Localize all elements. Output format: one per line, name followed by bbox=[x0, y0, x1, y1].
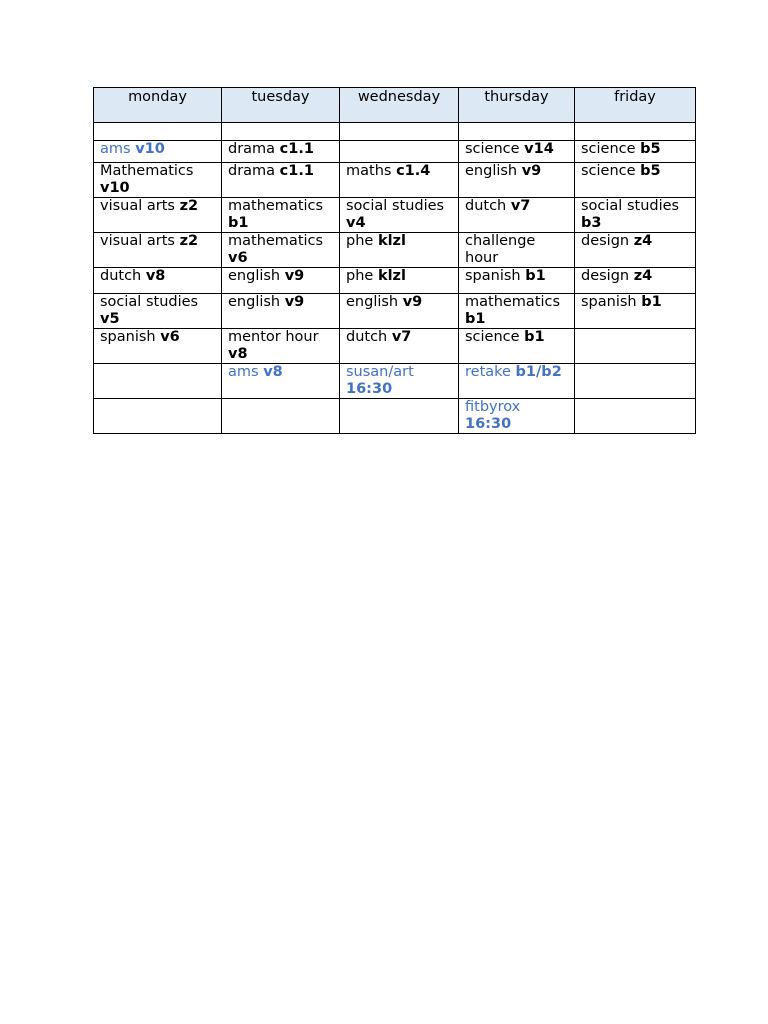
lesson-subject: mathematics bbox=[228, 233, 324, 249]
lesson-cell-tuesday bbox=[222, 294, 340, 329]
lesson-cell-thursday bbox=[459, 198, 575, 233]
lesson-subject: design bbox=[581, 268, 634, 284]
timetable bbox=[93, 87, 696, 434]
lesson-cell-tuesday bbox=[222, 198, 340, 233]
table-row bbox=[94, 399, 696, 434]
lesson-room: z2 bbox=[179, 198, 199, 214]
lesson-subject: phe bbox=[346, 233, 378, 249]
day-header-friday: friday bbox=[575, 88, 696, 123]
lesson-cell-wednesday bbox=[340, 233, 459, 268]
lesson-cell-wednesday bbox=[340, 329, 459, 364]
lesson-cell-wednesday bbox=[340, 141, 459, 163]
header-row bbox=[94, 88, 696, 123]
lesson-room: z4 bbox=[633, 268, 653, 284]
lesson-room: v6 bbox=[228, 250, 248, 266]
lesson-cell-monday bbox=[94, 163, 222, 198]
lesson-subject: science bbox=[465, 329, 525, 345]
lesson-subject: social studies bbox=[100, 294, 199, 310]
lesson-room: b1 bbox=[228, 215, 249, 231]
lesson-cell-friday bbox=[575, 163, 696, 198]
lesson-room: v14 bbox=[524, 141, 554, 157]
lesson-subject: spanish bbox=[581, 294, 642, 310]
lesson-subject: design bbox=[581, 233, 634, 249]
lesson-cell-friday bbox=[575, 198, 696, 233]
lesson-cell-tuesday bbox=[222, 123, 340, 141]
lesson-room: v4 bbox=[346, 215, 366, 231]
lesson-cell-friday bbox=[575, 399, 696, 434]
lesson-subject: phe bbox=[346, 268, 378, 284]
lesson-subject: english bbox=[465, 163, 522, 179]
table-row bbox=[94, 294, 696, 329]
lesson-cell-monday bbox=[94, 268, 222, 294]
lesson-room: c1.1 bbox=[279, 163, 314, 179]
lesson-cell-monday bbox=[94, 141, 222, 163]
lesson-cell-tuesday bbox=[222, 399, 340, 434]
table-row bbox=[94, 163, 696, 198]
lesson-cell-wednesday bbox=[340, 163, 459, 198]
lesson-cell-thursday bbox=[459, 163, 575, 198]
table-row bbox=[94, 233, 696, 268]
lesson-cell-thursday bbox=[459, 233, 575, 268]
lesson-cell-wednesday bbox=[340, 399, 459, 434]
lesson-cell-monday bbox=[94, 329, 222, 364]
lesson-subject: english bbox=[346, 294, 403, 310]
lesson-room: v10 bbox=[135, 141, 165, 157]
lesson-cell-tuesday bbox=[222, 233, 340, 268]
lesson-subject: science bbox=[581, 163, 641, 179]
lesson-cell-monday bbox=[94, 123, 222, 141]
lesson-room: 16:30 bbox=[346, 381, 393, 397]
lesson-cell-thursday bbox=[459, 399, 575, 434]
lesson-subject: spanish bbox=[465, 268, 526, 284]
lesson-room: c1.1 bbox=[279, 141, 314, 157]
lesson-room: klzl bbox=[377, 268, 406, 284]
lesson-cell-monday bbox=[94, 364, 222, 399]
lesson-cell-tuesday bbox=[222, 268, 340, 294]
lesson-cell-monday bbox=[94, 399, 222, 434]
lesson-cell-thursday bbox=[459, 141, 575, 163]
lesson-cell-friday bbox=[575, 294, 696, 329]
lesson-room: b3 bbox=[581, 215, 602, 231]
lesson-room: v10 bbox=[100, 180, 130, 196]
lesson-subject: susan/art bbox=[346, 364, 414, 380]
day-header-monday: monday bbox=[94, 88, 222, 123]
lesson-room: v7 bbox=[391, 329, 412, 345]
lesson-cell-wednesday bbox=[340, 294, 459, 329]
lesson-cell-tuesday bbox=[222, 364, 340, 399]
table-row bbox=[94, 123, 696, 141]
lesson-subject: spanish bbox=[100, 329, 161, 345]
lesson-room: v8 bbox=[228, 346, 248, 362]
lesson-subject: english bbox=[228, 268, 285, 284]
lesson-room: klzl bbox=[377, 233, 406, 249]
day-header-thursday: thursday bbox=[459, 88, 575, 123]
lesson-subject: Mathematics bbox=[100, 163, 194, 179]
lesson-room: z2 bbox=[179, 233, 199, 249]
lesson-room: v9 bbox=[402, 294, 423, 310]
lesson-cell-friday bbox=[575, 364, 696, 399]
lesson-cell-friday bbox=[575, 329, 696, 364]
lesson-cell-tuesday bbox=[222, 163, 340, 198]
lesson-subject: retake bbox=[465, 364, 516, 380]
lesson-subject: mentor hour bbox=[228, 329, 319, 345]
lesson-room: b1 bbox=[641, 294, 662, 310]
lesson-subject: ams bbox=[228, 364, 264, 380]
lesson-subject: english bbox=[228, 294, 285, 310]
lesson-cell-thursday bbox=[459, 123, 575, 141]
lesson-room: b1 bbox=[465, 311, 486, 327]
lesson-subject: social studies bbox=[581, 198, 680, 214]
lesson-subject: challenge hour bbox=[465, 233, 536, 266]
lesson-cell-tuesday bbox=[222, 141, 340, 163]
lesson-cell-friday bbox=[575, 233, 696, 268]
lesson-room: v9 bbox=[521, 163, 542, 179]
day-header-wednesday: wednesday bbox=[340, 88, 459, 123]
lesson-subject: visual arts bbox=[100, 233, 180, 249]
lesson-subject: dutch bbox=[100, 268, 146, 284]
lesson-room: v8 bbox=[263, 364, 283, 380]
lesson-subject: drama bbox=[228, 141, 280, 157]
lesson-subject: ams bbox=[100, 141, 136, 157]
lesson-room: v7 bbox=[510, 198, 531, 214]
lesson-cell-friday bbox=[575, 268, 696, 294]
lesson-cell-friday bbox=[575, 141, 696, 163]
lesson-subject: science bbox=[581, 141, 641, 157]
lesson-room: z4 bbox=[633, 233, 653, 249]
lesson-subject: dutch bbox=[346, 329, 392, 345]
lesson-room: c1.4 bbox=[396, 163, 431, 179]
table-row bbox=[94, 268, 696, 294]
lesson-cell-tuesday bbox=[222, 329, 340, 364]
table-row bbox=[94, 141, 696, 163]
table-row bbox=[94, 198, 696, 233]
lesson-room: v6 bbox=[160, 329, 180, 345]
lesson-subject: science bbox=[465, 141, 525, 157]
lesson-subject: social studies bbox=[346, 198, 445, 214]
lesson-subject: drama bbox=[228, 163, 280, 179]
lesson-subject: visual arts bbox=[100, 198, 180, 214]
lesson-cell-friday bbox=[575, 123, 696, 141]
lesson-room: v9 bbox=[284, 294, 305, 310]
lesson-subject: dutch bbox=[465, 198, 511, 214]
lesson-room: v9 bbox=[284, 268, 305, 284]
lesson-room: b5 bbox=[640, 141, 661, 157]
lesson-subject: fitbyrox bbox=[465, 399, 521, 415]
lesson-subject: mathematics bbox=[228, 198, 324, 214]
lesson-cell-monday bbox=[94, 294, 222, 329]
lesson-room: 16:30 bbox=[465, 416, 512, 432]
lesson-subject: mathematics bbox=[465, 294, 561, 310]
lesson-room: b1 bbox=[524, 329, 545, 345]
lesson-cell-wednesday bbox=[340, 123, 459, 141]
lesson-subject: maths bbox=[346, 163, 397, 179]
table-row bbox=[94, 364, 696, 399]
lesson-cell-monday bbox=[94, 233, 222, 268]
timetable-body bbox=[94, 123, 696, 434]
lesson-room: v5 bbox=[100, 311, 120, 327]
table-row bbox=[94, 329, 696, 364]
day-header-tuesday: tuesday bbox=[222, 88, 340, 123]
lesson-room: b1/b2 bbox=[515, 364, 562, 380]
lesson-cell-thursday bbox=[459, 329, 575, 364]
lesson-cell-wednesday bbox=[340, 364, 459, 399]
lesson-cell-wednesday bbox=[340, 198, 459, 233]
lesson-cell-thursday bbox=[459, 268, 575, 294]
lesson-cell-monday bbox=[94, 198, 222, 233]
lesson-room: b1 bbox=[525, 268, 546, 284]
lesson-cell-thursday bbox=[459, 364, 575, 399]
lesson-cell-thursday bbox=[459, 294, 575, 329]
lesson-room: v8 bbox=[145, 268, 166, 284]
lesson-room: b5 bbox=[640, 163, 661, 179]
lesson-cell-wednesday bbox=[340, 268, 459, 294]
